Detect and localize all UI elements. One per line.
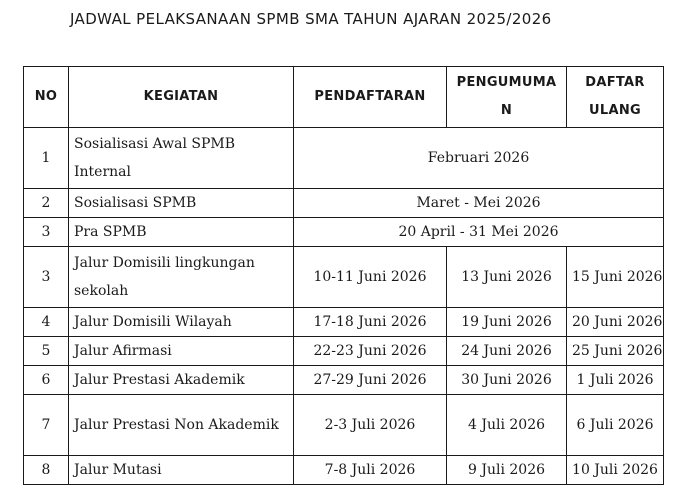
daftar-ulang-cell: 1 Juli 2026 xyxy=(567,366,664,395)
row-number: 8 xyxy=(24,456,69,485)
activity-cell: Jalur Domisili Wilayah xyxy=(69,308,294,337)
pendaftaran-cell: 7-8 Juli 2026 xyxy=(294,456,447,485)
schedule-table xyxy=(23,66,664,485)
table-row xyxy=(24,189,664,218)
pendaftaran-cell: 10-11 Juni 2026 xyxy=(294,247,447,308)
row-number: 7 xyxy=(24,395,69,456)
activity-cell: Sosialisasi SPMB xyxy=(69,189,294,218)
row-number: 3 xyxy=(24,247,69,308)
activity-cell: Jalur Mutasi xyxy=(69,456,294,485)
header-pendaftaran: PENDAFTARAN xyxy=(294,67,447,128)
row-number: 2 xyxy=(24,189,69,218)
header-daftar-ulang: DAFTAR ULANG xyxy=(567,67,664,128)
daftar-ulang-cell: 10 Juli 2026 xyxy=(567,456,664,485)
daftar-ulang-cell: 15 Juni 2026 xyxy=(567,247,664,308)
header-pengumuman: PENGUMUMAN xyxy=(447,67,567,128)
table-header-row xyxy=(24,67,664,128)
table-row xyxy=(24,337,664,366)
daftar-ulang-cell: 20 Juni 2026 xyxy=(567,308,664,337)
row-number: 5 xyxy=(24,337,69,366)
activity-cell: Jalur Prestasi Non Akademik xyxy=(69,395,294,456)
pengumuman-cell: 30 Juni 2026 xyxy=(447,366,567,395)
table-row xyxy=(24,456,664,485)
page-title: JADWAL PELAKSANAAN SPMB SMA TAHUN AJARAN 2025/2026 xyxy=(70,10,552,28)
row-number: 1 xyxy=(24,128,69,189)
period-cell: Februari 2026 xyxy=(294,128,664,189)
table-row xyxy=(24,308,664,337)
table-row xyxy=(24,366,664,395)
row-number: 4 xyxy=(24,308,69,337)
table-row xyxy=(24,247,664,308)
header-kegiatan: KEGIATAN xyxy=(69,67,294,128)
pengumuman-cell: 19 Juni 2026 xyxy=(447,308,567,337)
table-row xyxy=(24,218,664,247)
table-row xyxy=(24,395,664,456)
activity-cell: Pra SPMB xyxy=(69,218,294,247)
pengumuman-cell: 4 Juli 2026 xyxy=(447,395,567,456)
pengumuman-cell: 9 Juli 2026 xyxy=(447,456,567,485)
row-number: 6 xyxy=(24,366,69,395)
activity-cell: Sosialisasi Awal SPMB Internal xyxy=(69,128,294,189)
period-cell: 20 April - 31 Mei 2026 xyxy=(294,218,664,247)
period-cell: Maret - Mei 2026 xyxy=(294,189,664,218)
pendaftaran-cell: 27-29 Juni 2026 xyxy=(294,366,447,395)
row-number: 3 xyxy=(24,218,69,247)
pengumuman-cell: 24 Juni 2026 xyxy=(447,337,567,366)
daftar-ulang-cell: 25 Juni 2026 xyxy=(567,337,664,366)
header-no: NO xyxy=(24,67,69,128)
daftar-ulang-cell: 6 Juli 2026 xyxy=(567,395,664,456)
pengumuman-cell: 13 Juni 2026 xyxy=(447,247,567,308)
pendaftaran-cell: 2-3 Juli 2026 xyxy=(294,395,447,456)
table-row xyxy=(24,128,664,189)
activity-cell: Jalur Afirmasi xyxy=(69,337,294,366)
pendaftaran-cell: 22-23 Juni 2026 xyxy=(294,337,447,366)
activity-cell: Jalur Prestasi Akademik xyxy=(69,366,294,395)
activity-cell: Jalur Domisili lingkungan sekolah xyxy=(69,247,294,308)
pendaftaran-cell: 17-18 Juni 2026 xyxy=(294,308,447,337)
